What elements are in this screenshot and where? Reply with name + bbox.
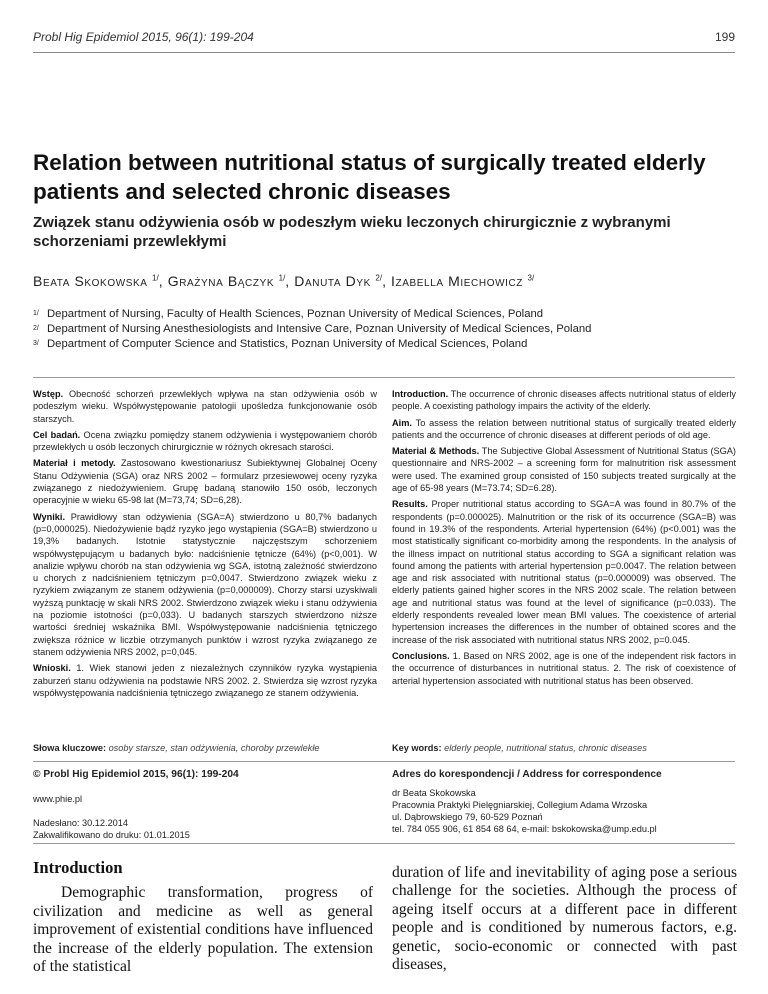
journal-citation: Probl Hig Epidemiol 2015, 96(1): 199-204 (33, 30, 254, 44)
page-number: 199 (714, 30, 735, 44)
copyright-line: © Probl Hig Epidemiol 2015, 96(1): 199-204 (33, 769, 239, 780)
header-divider (33, 52, 735, 53)
author-affiliation-mark: 1/ (152, 273, 159, 283)
abstract-paragraph: Conclusions. 1. Based on NRS 2002, age is one of the independent risk factors in the occurrence of disturbances in nutritional status. 2. The risk of coexistence of arterial hypertension associated with nutritional status has been observed. (392, 650, 736, 686)
author-affiliation-mark: 2/ (375, 273, 383, 283)
author-affiliation-mark: 1/ (278, 273, 286, 283)
body-column-right (392, 864, 737, 974)
abstract-paragraph: Wnioski. 1. Wiek stanowi jeden z niezależnych czynników ryzyka wystąpienia zaburzeń stanu odżywienia na podstawie NRS 2002. 2. Stwierdza się wzrost ryzyka współwystępowania nadciśnienia tętniczego związanego ze stanem odżywienia. (33, 663, 377, 698)
article-title: Relation between nutritional status of surgically treated elderly patients and selected chronic diseases (33, 150, 706, 204)
affiliations (33, 307, 735, 352)
abstract-paragraph: Cel badań. Ocena związku pomiędzy stanem odżywienia i występowaniem chorób przewlekłych u osób leczonych chirurgicznie w różnych okresach starości. (33, 429, 377, 453)
abstract-paragraph: Wstęp. Obecność schorzeń przewlekłych wpływa na stan odżywienia osób w podeszłym wieku. Współwystępowanie patologii upośledza funkcjonowanie osób starszych. (33, 389, 377, 424)
correspondence-line: tel. 784 055 906, 61 854 68 64, e-mail: bskokowska@ump.edu.pl (392, 824, 657, 834)
running-header (33, 28, 735, 52)
keywords-divider (33, 761, 735, 762)
author-name: Grażyna Bączyk (167, 273, 275, 289)
abstract-paragraph: Material & Methods. The Subjective Global Assessment of Nutritional Status (SGA) questionnaire and NRS-2002 – a screening form for malnutrition risk assessment were used. The examined group consisted of 150 subjects treated surgically at the age of 65-98 years (M=73.74; SD=6.28). (392, 446, 736, 494)
keywords-polish: Słowa kluczowe: osoby starsze, stan odżywienia, choroby przewlekłe (33, 743, 320, 753)
abstract-paragraph: Materiał i metody. Zastosowano kwestionariusz Subiektywnej Globalnej Oceny Stanu Odżywienia (SGA) oraz NRS 2002 – formularz przesiewowej oceny ryzyka związanego z niedożywieniem. Grupę badaną stanowiło 150 osób, leczonych operacyjnie w wieku 65-98 lat (M=73,74; SD=6,28). (33, 458, 377, 506)
affiliation-item: 2/ Department of Nursing Anesthesiologists and Intensive Care, Poznan University of Medical Sciences, Poland (33, 323, 592, 335)
abstract-paragraph: Results. Proper nutritional status according to SGA=A was found in 80.7% of the respondents (p=0.000025). Malnutrition or the risk of its occurrence (SGA=B) was found in 19.3% of the respondents. Arterial hypertension (64%) (p<0.001) was the most statistically significant co-morbidity among the respondents. In the analysis of the illness impact on nutritional status according to SGA a significant relation was found among the patients with arterial hypertension p=0.0047. The relation between age and risk associated with nutritional status (p=0.000009) was observed. The elderly patients gained higher scores in the NRS 2002 scale. The relation between age and nutritional status was found at the level of significance (p=0.033). The elderly respondents revealed lower mean BMI values. The coexistence of arterial hypertension increases the differences in the number of obtained scores and the increase of the risk associated with nutritional status NRS 2002, p=0.045. (392, 499, 736, 645)
correspondence-block (392, 769, 736, 835)
abstract-english (392, 388, 736, 691)
correspondence-line: ul. Dąbrowskiego 79, 60-529 Poznań (392, 812, 543, 822)
affiliation-item: 3/ Department of Computer Science and Statistics, Poznan University of Medical Sciences, Poland (33, 338, 528, 350)
journal-website-link[interactable]: www.phie.pl (33, 794, 83, 804)
accepted-date: Zakwalifikowano do druku: 01.01.2015 (33, 830, 190, 840)
abstract-polish (33, 388, 377, 703)
received-date: Nadesłano: 30.12.2014 (33, 818, 129, 828)
body-paragraph: Demographic transformation, progress of civilization and medicine as well as general improvement of existential conditions have influenced the increase of the elderly population. The extension of the statistical (33, 884, 373, 976)
abstract-paragraph: Aim. To assess the relation between nutritional status of surgically treated elderly patients and the occurrence of chronic diseases at different periods of old age. (392, 417, 736, 440)
affiliation-item: 1/ Department of Nursing, Faculty of Health Sciences, Poznan University of Medical Sciences, Poland (33, 308, 544, 320)
meta-bottom-divider (33, 843, 735, 844)
body-column-left (33, 859, 373, 976)
abstract-top-divider (33, 377, 735, 378)
author-affiliation-mark: 3/ (527, 273, 535, 283)
body-paragraph: duration of life and inevitability of aging pose a serious challenge for the societies. Although the process of ageing itself occurs at a different pace in different people and is conditioned by numerous factors, e.g. genetic, socio-economic or connected with past diseases, (392, 864, 737, 974)
correspondence-heading: Adres do korespondencji / Address for correspondence (392, 769, 662, 780)
author-name: Beata Skokowska (33, 273, 148, 289)
article-subtitle: Związek stanu odżywienia osób w podeszłym wieku leczonych chirurgicznie z wybranymi schorzeniami przewlekłymi (33, 214, 671, 250)
section-heading: Introduction (33, 858, 123, 877)
author-list: Beata Skokowska $^{1/}$, Grażyna Bączyk $^{1/}$, Danuta Dyk $^{2/}$, Izabella Miechowicz $^{3/}$ (33, 273, 535, 289)
author-name: Izabella Miechowicz (391, 273, 524, 289)
correspondence-line: Pracownia Praktyki Pielęgniarskiej, Collegium Adama Wrzoska (392, 800, 648, 810)
abstract-paragraph: Introduction. The occurrence of chronic diseases affects nutritional status of elderly people. A coexisting pathology impairs the activity of the elderly. (392, 389, 736, 412)
keywords-english: Key words: elderly people, nutritional status, chronic diseases (392, 743, 647, 753)
publication-meta (33, 769, 373, 841)
abstract-paragraph: Wyniki. Prawidłowy stan odżywienia (SGA=A) stwierdzono u 80,7% badanych (p=0,000025). Niedożywienie bądź ryzyko jego wystąpienia (SGA=B) stwierdzono u 19,3% badanych. Istotnie statystycznie najczęstszym schorzeniem współwystępującym u badanych było: nadciśnienie tętnicze (64%) (p<0,001). W analizie wpływu chorób na stan odżywienia wg SGA, istotną zależność stwierdzono u chorych z nadciśnieniem tętniczym p=0,0047. Stwierdzono związek wieku z ryzykiem związanym ze stanem odżywienia (p=0,000009). Chorzy starsi uzyskiwali wyższą punktację w skali NRS 2002. Stwierdzono związek wieku i stanu odżywienia na poziomie istotności (p=0,033). U badanych starszych stwierdzono niższe wartości średniej wskaźnika BMI. Współwystępowanie nadciśnienia tętniczego zwiększa różnice w liczbie otrzymanych punktów i wzrost ryzyka związanego ze stanem odżywienia NRS 2002, p=0,045. (33, 511, 377, 657)
correspondence-line: dr Beata Skokowska (392, 788, 476, 798)
author-name: Danuta Dyk (294, 273, 371, 289)
